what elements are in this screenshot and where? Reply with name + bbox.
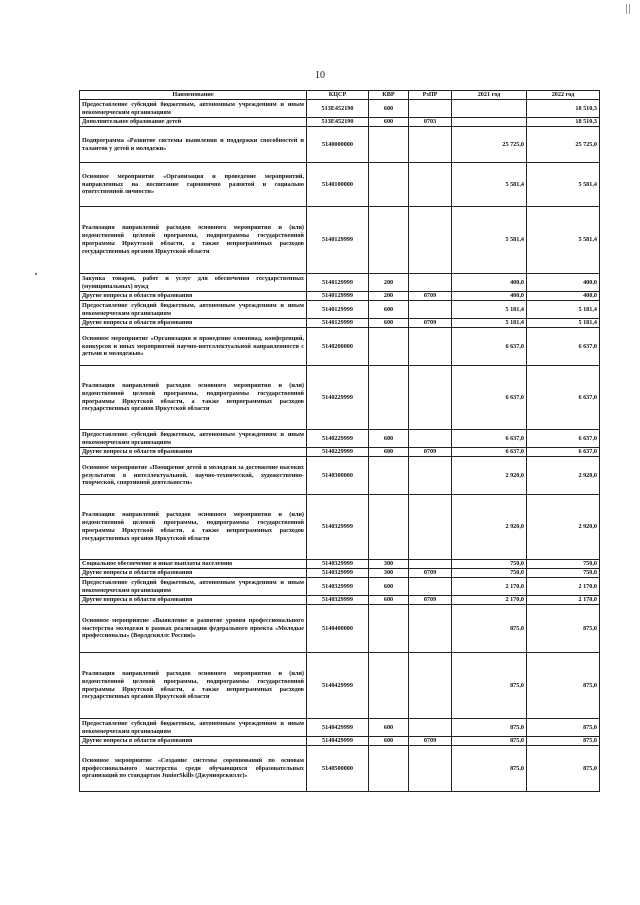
header-2021: 2021 год <box>452 91 527 100</box>
cell-name: Другие вопросы в области образования <box>80 569 307 578</box>
cell-kvr: 200 <box>369 292 409 301</box>
cell-y2021: 6 637,0 <box>452 448 527 457</box>
cell-y2021: 5 181,4 <box>452 319 527 328</box>
table-row <box>80 560 600 569</box>
cell-kcsr: 5140229999 <box>307 448 369 457</box>
cell-y2021: 875,0 <box>452 653 527 719</box>
cell-rzpr: 0709 <box>409 292 452 301</box>
cell-rzpr <box>409 560 452 569</box>
header-kcsr: КЦСР <box>307 91 369 100</box>
table-row <box>80 163 600 207</box>
cell-y2021: 5 581,4 <box>452 163 527 207</box>
table-row <box>80 457 600 495</box>
cell-y2021: 2 920,0 <box>452 495 527 560</box>
cell-kvr <box>369 328 409 366</box>
table-row <box>80 569 600 578</box>
cell-kvr: 300 <box>369 569 409 578</box>
cell-name: Другие вопросы в области образования <box>80 737 307 746</box>
cell-y2021: 2 920,0 <box>452 457 527 495</box>
cell-kvr <box>369 366 409 430</box>
cell-kvr: 200 <box>369 274 409 292</box>
cell-kvr: 600 <box>369 596 409 605</box>
cell-kcsr: 5140100000 <box>307 163 369 207</box>
cell-y2022: 18 510,3 <box>527 118 600 127</box>
cell-kvr <box>369 605 409 653</box>
page-number: 10 <box>315 70 325 81</box>
cell-name: Закупка товаров, работ и услуг для обеспечения государственных (муниципальных) нужд <box>80 274 307 292</box>
cell-kcsr: 5140429999 <box>307 719 369 737</box>
cell-rzpr <box>409 207 452 274</box>
cell-kcsr: 5140329999 <box>307 560 369 569</box>
header-2022: 2022 год <box>527 91 600 100</box>
header-rzpr: РзПР <box>409 91 452 100</box>
cell-y2021: 750,0 <box>452 569 527 578</box>
cell-y2021: 6 637,0 <box>452 328 527 366</box>
cell-rzpr <box>409 274 452 292</box>
cell-y2022: 5 581,4 <box>527 163 600 207</box>
cell-y2022: 5 181,4 <box>527 301 600 319</box>
cell-y2022: 875,0 <box>527 737 600 746</box>
cell-rzpr <box>409 301 452 319</box>
cell-rzpr <box>409 495 452 560</box>
cell-kcsr: 5140400000 <box>307 605 369 653</box>
cell-kcsr: 5140229999 <box>307 430 369 448</box>
table-row <box>80 605 600 653</box>
table-row <box>80 301 600 319</box>
table-row <box>80 448 600 457</box>
cell-kcsr: 5140129999 <box>307 274 369 292</box>
cell-name: Дополнительное образование детей <box>80 118 307 127</box>
cell-name: Подпрограмма «Развитие системы выявления и поддержки способностей и талантов у детей и молодежи» <box>80 127 307 163</box>
cell-rzpr: 0709 <box>409 569 452 578</box>
cell-y2022: 5 181,4 <box>527 319 600 328</box>
cell-rzpr <box>409 127 452 163</box>
cell-name: Другие вопросы в области образования <box>80 448 307 457</box>
cell-kvr: 600 <box>369 719 409 737</box>
cell-name: Другие вопросы в области образования <box>80 319 307 328</box>
header-name: Наименование <box>80 91 307 100</box>
cell-y2022: 6 637,0 <box>527 328 600 366</box>
cell-y2021: 2 170,0 <box>452 596 527 605</box>
table-row <box>80 127 600 163</box>
cell-name: Предоставление субсидий бюджетным, автономным учреждениям и иным некоммерческим организациям <box>80 719 307 737</box>
cell-rzpr: 0709 <box>409 737 452 746</box>
table-body <box>80 100 600 792</box>
cell-name: Реализация направлений расходов основного мероприятия и (или) ведомственной целевой программы, подпрограммы государственной программы Иркутской области, а также непрограммных расходов государственных органов Иркутской области <box>80 366 307 430</box>
table-row <box>80 430 600 448</box>
cell-name: Предоставление субсидий бюджетным, автономным учреждениям и иным некоммерческим организациям <box>80 301 307 319</box>
cell-rzpr <box>409 746 452 792</box>
cell-kvr <box>369 127 409 163</box>
cell-kcsr: 513E452190 <box>307 118 369 127</box>
cell-y2021: 5 181,4 <box>452 301 527 319</box>
cell-rzpr <box>409 430 452 448</box>
cell-kvr: 600 <box>369 100 409 118</box>
table-row <box>80 653 600 719</box>
cell-kvr <box>369 495 409 560</box>
table-row <box>80 118 600 127</box>
cell-name: Основное мероприятие «Поощрение детей и молодежи за достижение высоких результатов в интеллектуальной, научно-технической, художественно-творческой, спортивной деятельности» <box>80 457 307 495</box>
cell-name: Предоставление субсидий бюджетным, автономным учреждениям и иным некоммерческим организациям <box>80 578 307 596</box>
cell-kvr: 600 <box>369 301 409 319</box>
cell-kvr <box>369 457 409 495</box>
cell-y2022: 6 637,0 <box>527 366 600 430</box>
cell-y2022: 750,0 <box>527 560 600 569</box>
cell-y2022: 875,0 <box>527 653 600 719</box>
cell-kcsr: 5140500000 <box>307 746 369 792</box>
cell-kcsr: 5140129999 <box>307 207 369 274</box>
cell-kcsr: 5140429999 <box>307 653 369 719</box>
cell-rzpr <box>409 653 452 719</box>
cell-y2021: 400,0 <box>452 292 527 301</box>
cell-rzpr <box>409 719 452 737</box>
table-row <box>80 495 600 560</box>
cell-kcsr: 5140200000 <box>307 328 369 366</box>
cell-rzpr: 0709 <box>409 596 452 605</box>
header-row <box>80 91 600 100</box>
cell-y2022: 2 920,0 <box>527 457 600 495</box>
cell-rzpr: 0709 <box>409 448 452 457</box>
scan-speck <box>35 273 37 275</box>
table-row <box>80 578 600 596</box>
cell-kvr: 600 <box>369 430 409 448</box>
table-row <box>80 207 600 274</box>
cell-rzpr: 0703 <box>409 118 452 127</box>
budget-table <box>79 90 600 792</box>
cell-kcsr: 5140129999 <box>307 292 369 301</box>
cell-y2022: 18 510,3 <box>527 100 600 118</box>
cell-kvr: 300 <box>369 560 409 569</box>
cell-name: Реализация направлений расходов основного мероприятия и (или) ведомственной целевой программы, подпрограммы государственной программы Иркутской области, а также непрограммных расходов государственных органов Иркутской области <box>80 653 307 719</box>
cell-kcsr: 5140300000 <box>307 457 369 495</box>
table-row <box>80 319 600 328</box>
cell-name: Основное мероприятие «Организация и проведение мероприятий, направленных на воспитание гармонично развитой и социально ответственной личности» <box>80 163 307 207</box>
cell-rzpr <box>409 457 452 495</box>
cell-y2021: 25 725,0 <box>452 127 527 163</box>
cell-kcsr: 513E452190 <box>307 100 369 118</box>
cell-kvr <box>369 746 409 792</box>
cell-kvr: 600 <box>369 578 409 596</box>
cell-y2021: 750,0 <box>452 560 527 569</box>
table-row <box>80 292 600 301</box>
cell-name: Основное мероприятие «Выявление и развитие уровня профессионального мастерства молодежи в рамках реализации федерального проекта «Молодые профессионалы» (Ворлдскиллс России)» <box>80 605 307 653</box>
cell-y2021: 875,0 <box>452 737 527 746</box>
cell-kcsr: 5140129999 <box>307 301 369 319</box>
cell-y2022: 6 637,0 <box>527 430 600 448</box>
cell-kcsr: 5140229999 <box>307 366 369 430</box>
table-row <box>80 746 600 792</box>
cell-kvr <box>369 163 409 207</box>
cell-kcsr: 5140329999 <box>307 578 369 596</box>
cell-kvr: 600 <box>369 118 409 127</box>
cell-name: Реализация направлений расходов основного мероприятия и (или) ведомственной целевой программы, подпрограммы государственной программы Иркутской области, а также непрограммных расходов государственных органов Иркутской области <box>80 495 307 560</box>
cell-kcsr: 5140329999 <box>307 495 369 560</box>
cell-kcsr: 5140429999 <box>307 737 369 746</box>
cell-y2021: 875,0 <box>452 605 527 653</box>
cell-kcsr: 5140000000 <box>307 127 369 163</box>
cell-rzpr <box>409 328 452 366</box>
table-row <box>80 328 600 366</box>
cell-kcsr: 5140129999 <box>307 319 369 328</box>
cell-kcsr: 5140329999 <box>307 569 369 578</box>
cell-rzpr <box>409 100 452 118</box>
table-row <box>80 274 600 292</box>
cell-y2021 <box>452 100 527 118</box>
cell-y2021: 400,0 <box>452 274 527 292</box>
cell-y2021: 5 581,4 <box>452 207 527 274</box>
cell-y2022: 2 920,0 <box>527 495 600 560</box>
cell-rzpr <box>409 366 452 430</box>
cell-rzpr <box>409 605 452 653</box>
cell-y2022: 400,0 <box>527 274 600 292</box>
cell-y2021: 2 170,0 <box>452 578 527 596</box>
cell-y2021: 6 637,0 <box>452 366 527 430</box>
cell-kcsr: 5140329999 <box>307 596 369 605</box>
cell-y2022: 2 170,0 <box>527 596 600 605</box>
cell-kvr: 600 <box>369 737 409 746</box>
cell-kvr <box>369 653 409 719</box>
cell-kvr: 600 <box>369 448 409 457</box>
cell-y2022: 875,0 <box>527 719 600 737</box>
cell-name: Социальное обеспечение и иные выплаты населению <box>80 560 307 569</box>
cell-rzpr: 0709 <box>409 319 452 328</box>
cell-y2022: 750,0 <box>527 569 600 578</box>
cell-y2022: 875,0 <box>527 746 600 792</box>
cell-y2022: 6 637,0 <box>527 448 600 457</box>
cell-kvr: 600 <box>369 319 409 328</box>
table-row <box>80 596 600 605</box>
cell-y2022: 2 170,0 <box>527 578 600 596</box>
cell-y2021: 6 637,0 <box>452 430 527 448</box>
cell-name: Реализация направлений расходов основного мероприятия и (или) ведомственной целевой программы, подпрограммы государственной программы Иркутской области, а также непрограммных расходов государственных органов Иркутской области <box>80 207 307 274</box>
cell-kvr <box>369 207 409 274</box>
cell-y2022: 25 725,0 <box>527 127 600 163</box>
cell-name: Основное мероприятие «Создание системы соревнований по основам профессионального мастерства среди обучающихся образовательных организаций по стандартам JuniorSkills (Джуниорскиллс)» <box>80 746 307 792</box>
header-kvr: КВР <box>369 91 409 100</box>
cell-rzpr <box>409 163 452 207</box>
cell-y2022: 875,0 <box>527 605 600 653</box>
cell-y2021: 875,0 <box>452 746 527 792</box>
cell-name: Предоставление субсидий бюджетным, автономным учреждениям и иным некоммерческим организациям <box>80 100 307 118</box>
table-row <box>80 719 600 737</box>
cell-name: Предоставление субсидий бюджетным, автономным учреждениям и иным некоммерческим организациям <box>80 430 307 448</box>
cell-rzpr <box>409 578 452 596</box>
table-row <box>80 366 600 430</box>
cell-name: Другие вопросы в области образования <box>80 596 307 605</box>
table-row <box>80 737 600 746</box>
table-row <box>80 100 600 118</box>
cell-y2021 <box>452 118 527 127</box>
cell-name: Основное мероприятие «Организация и проведение олимпиад, конференций, конкурсов и иных мероприятий научно-интеллектуальной направленности с детьми и молодежью» <box>80 328 307 366</box>
scan-corner-mark <box>626 4 630 14</box>
cell-y2022: 400,0 <box>527 292 600 301</box>
cell-y2021: 875,0 <box>452 719 527 737</box>
cell-name: Другие вопросы в области образования <box>80 292 307 301</box>
cell-y2022: 5 581,4 <box>527 207 600 274</box>
